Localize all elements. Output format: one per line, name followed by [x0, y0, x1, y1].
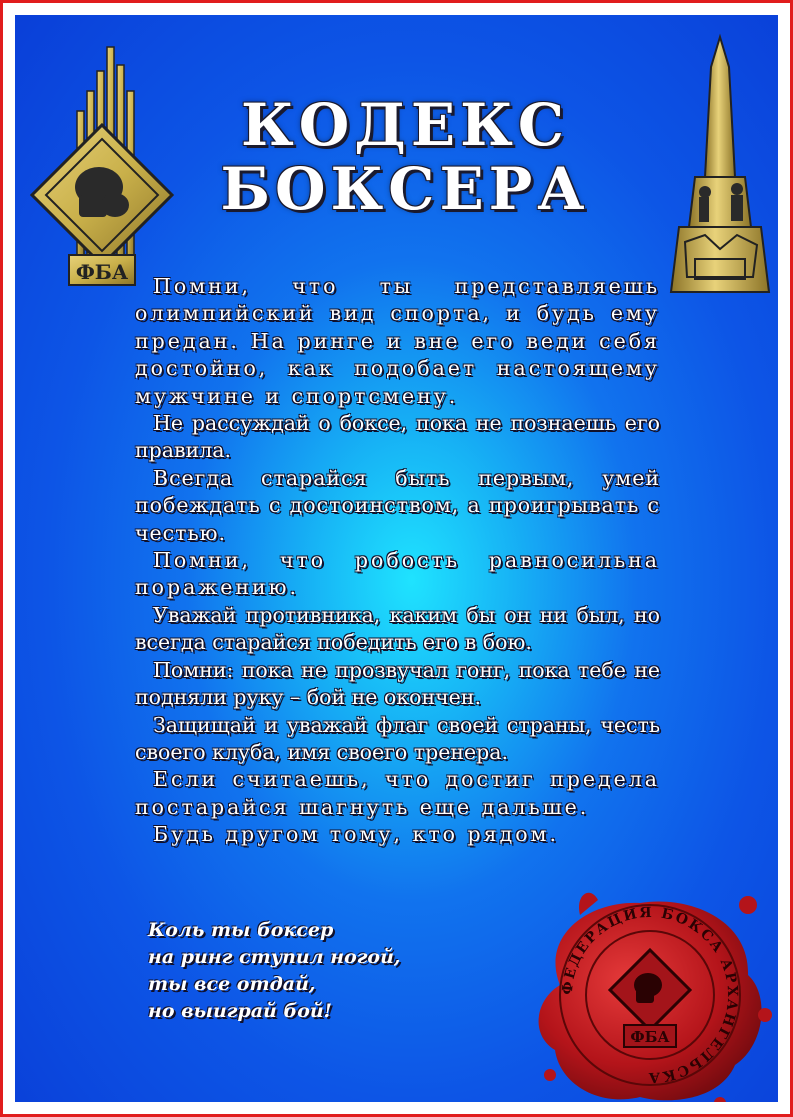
- code-paragraph: Уважай противника, каким бы он ни был, но всегда старайся победить его в бою.: [135, 602, 660, 655]
- fba-logo-label: ФБА: [75, 260, 129, 284]
- code-paragraph: Помни, что ты представляешь олимпийский вид спорта, и будь ему предан. На ринге и вне его веди себя достойно, как подобает настоящему мужчине и спортсмену.: [135, 274, 660, 408]
- code-paragraph: Защищай и уважай флаг своей страны, честь своего клуба, имя своего тренера.: [135, 712, 660, 764]
- verse-line-2: на ринг ступил ногой,: [148, 946, 401, 968]
- page-title: [215, 93, 595, 221]
- code-paragraph: Будь другом тому, кто рядом.: [153, 822, 559, 847]
- title-line-2: БОКСЕРА: [220, 155, 590, 223]
- code-paragraph: Помни, что робость равносильна поражению.: [135, 548, 660, 600]
- seal-label: ФБА: [630, 1028, 670, 1046]
- federation-seal: [520, 875, 778, 1102]
- verse: [148, 917, 448, 1025]
- code-paragraph: Не рассуждай о боксе, пока не познаешь его правила.: [135, 411, 660, 463]
- fba-logo-emblem: [27, 35, 177, 295]
- code-paragraph: Всегда старайся быть первым, умей побеждать с достоинством, а проигрывать с честью.: [135, 465, 660, 545]
- obelisk-monument-icon: [665, 27, 775, 307]
- poster-background: [15, 15, 778, 1102]
- code-text: [135, 273, 660, 849]
- verse-line-3: ты все отдай,: [148, 973, 316, 995]
- verse-line-4: но выиграй бой!: [148, 1000, 333, 1022]
- verse-line-1: Коль ты боксер: [148, 919, 334, 941]
- code-paragraph: Помни: пока не прозвучал гонг, пока тебе не подняли руку – бой не окончен.: [135, 657, 660, 710]
- seal-ring-text: ФЕДЕРАЦИЯ БОКСА АРХАНГЕЛЬСКА: [559, 904, 741, 1086]
- code-paragraph: Если считаешь, что достиг предела постарайся шагнуть еще дальше.: [135, 767, 660, 819]
- title-line-1: КОДЕКС: [241, 91, 569, 159]
